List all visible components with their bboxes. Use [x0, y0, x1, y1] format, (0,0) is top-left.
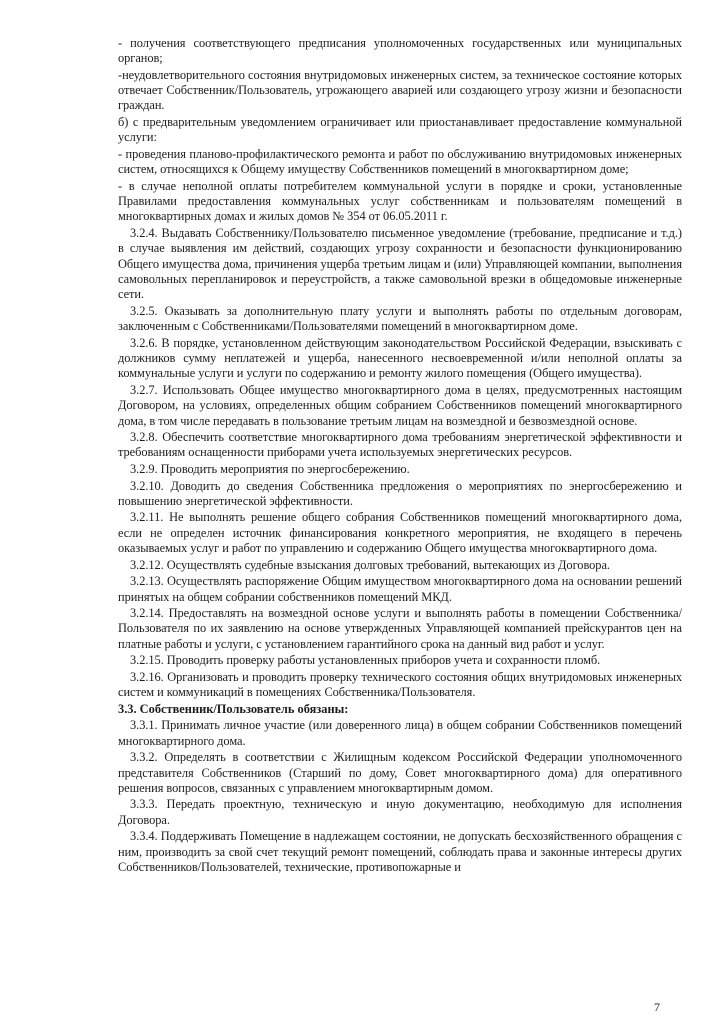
paragraph: - проведения планово-профилактического ремонта и работ по обслуживанию внутридомовых инженерных систем, относящихся к Общему имуществу Собственников помещений в многоквартирном доме; — [118, 146, 682, 177]
clause-3-3-1: 3.3.1. Принимать личное участие (или доверенного лица) в общем собрании Собственников помещений многоквартирного дома. — [118, 718, 682, 748]
clause-3-2-10: 3.2.10. Доводить до сведения Собственника предложения о мероприятиях по энергосбережению и повышению энергетической эффективности. — [118, 478, 682, 508]
page-number: 7 — [654, 1000, 660, 1014]
clause-3-2-6: 3.2.6. В порядке, установленном действующим законодательством Российской Федерации, взыскивать с должников сумму неплатежей и ущерба, нанесенного несвоевременной и/или неполной оплаты за коммунальные услуги и услуги по содержанию и ремонту жилого помещения (Общего имущества). — [118, 335, 682, 381]
clause-3-2-15: 3.2.15. Проводить проверку работы установленных приборов учета и сохранности пломб. — [130, 653, 601, 668]
clause-3-3-2: 3.3.2. Определять в соответствии с Жилищным кодексом Российской Федерации уполномоченного представителя Собственников (Старший по дому, Совет многоквартирного дома) для оперативного решения вопросов, связанных с управлением многоквартирным домом. — [118, 750, 682, 795]
clause-3-2-7: 3.2.7. Использовать Общее имущество многоквартирного дома в целях, предусмотренных настоящим Договором, на условиях, определенных общим собранием Собственников помещений многоквартирного дома, в том числе передавать в пользование третьим лицам на возмездной и безвозмездной основе. — [118, 382, 682, 428]
clause-3-2-11: 3.2.11. Не выполнять решение общего собрания Собственников помещений многоквартирного дома, если не определен источник финансирования конкретного мероприятия, не входящего в перечень оказываемых услуг и работ по управлению и содержанию Общего имущества многоквартирного дома. — [118, 510, 682, 556]
clause-3-2-8: 3.2.8. Обеспечить соответствие многоквартирного дома требованиям энергетической эффективности и требованиям оснащенности приборами учета используемых энергетических ресурсов. — [118, 430, 682, 460]
paragraph: - в случае неполной оплаты потребителем коммунальной услуги в порядке и сроки, установленные Правилами предоставления коммунальных услуг собственникам и пользователям помещений в многоквартирных домах и жилых домов № 354 от 06.05.2011 г. — [118, 178, 682, 224]
clause-3-2-14: 3.2.14. Предоставлять на возмездной основе услуги и выполнять работы в помещении Собственника/Пользователя по их заявлению на основе утвержденных Управляющей компанией прейскурантов цен на платные работы и услуги, с установлением гарантийного срока на данный вид работ и услуг. — [118, 606, 682, 651]
paragraph: б) с предварительным уведомлением ограничивает или приостанавливает предоставление коммунальной услуги: — [118, 115, 682, 145]
clause-3-2-16: 3.2.16. Организовать и проводить проверку технического состояния общих внутридомовых инженерных систем и коммуникаций в помещениях Собственника/Пользователя. — [118, 669, 682, 700]
clause-3-2-5: 3.2.5. Оказывать за дополнительную плату услуги и выполнять работы по отдельным договорам, заключенным с Собственниками/Пользователями помещений в многоквартирном доме. — [118, 303, 682, 334]
clause-3-2-9: 3.2.9. Проводить мероприятия по энергосбережению. — [130, 461, 410, 476]
clause-3-3-3: 3.3.3. Передать проектную, техническую и иную документацию, необходимую для исполнения Договора. — [118, 797, 682, 827]
paragraph: -неудовлетворительного состояния внутридомовых инженерных систем, за техническое состояние которых отвечает Собственник/Пользователь, угрожающего аварией или создающего угрозу жизни и безопасности граждан. — [118, 67, 682, 113]
paragraph: - получения соответствующего предписания уполномоченных государственных или муниципальных органов; — [118, 36, 682, 66]
clause-3-2-13: 3.2.13. Осуществлять распоряжение Общим имуществом многоквартирного дома на основании решений принятых на общем собрании собственников помещений МКД. — [118, 574, 682, 604]
clause-3-3-4: 3.3.4. Поддерживать Помещение в надлежащем состоянии, не допускать бесхозяйственного обращения с ним, производить за свой счет текущий ремонт помещений, соблюдать права и законные интересы других Собственников/Пользователей, технические, противопожарные и — [118, 829, 682, 874]
section-heading-3-3: 3.3. Собственник/Пользователь обязаны: — [118, 701, 349, 716]
clause-3-2-4: 3.2.4. Выдавать Собственнику/Пользователю письменное уведомление (требование, предписание и т.д.) в случае выявления им действий, создающих угрозу сохранности и безопасности функционированию Общего имущества дома, причинения ущерба третьим лицам и (или) Управляющей компании, выполнения самовольных перепланировок и переустройств, а также самовольной врезки в общедомовые инженерные сети. — [118, 226, 682, 302]
clause-3-2-12: 3.2.12. Осуществлять судебные взыскания долговых требований, вытекающих из Договора. — [130, 557, 610, 572]
